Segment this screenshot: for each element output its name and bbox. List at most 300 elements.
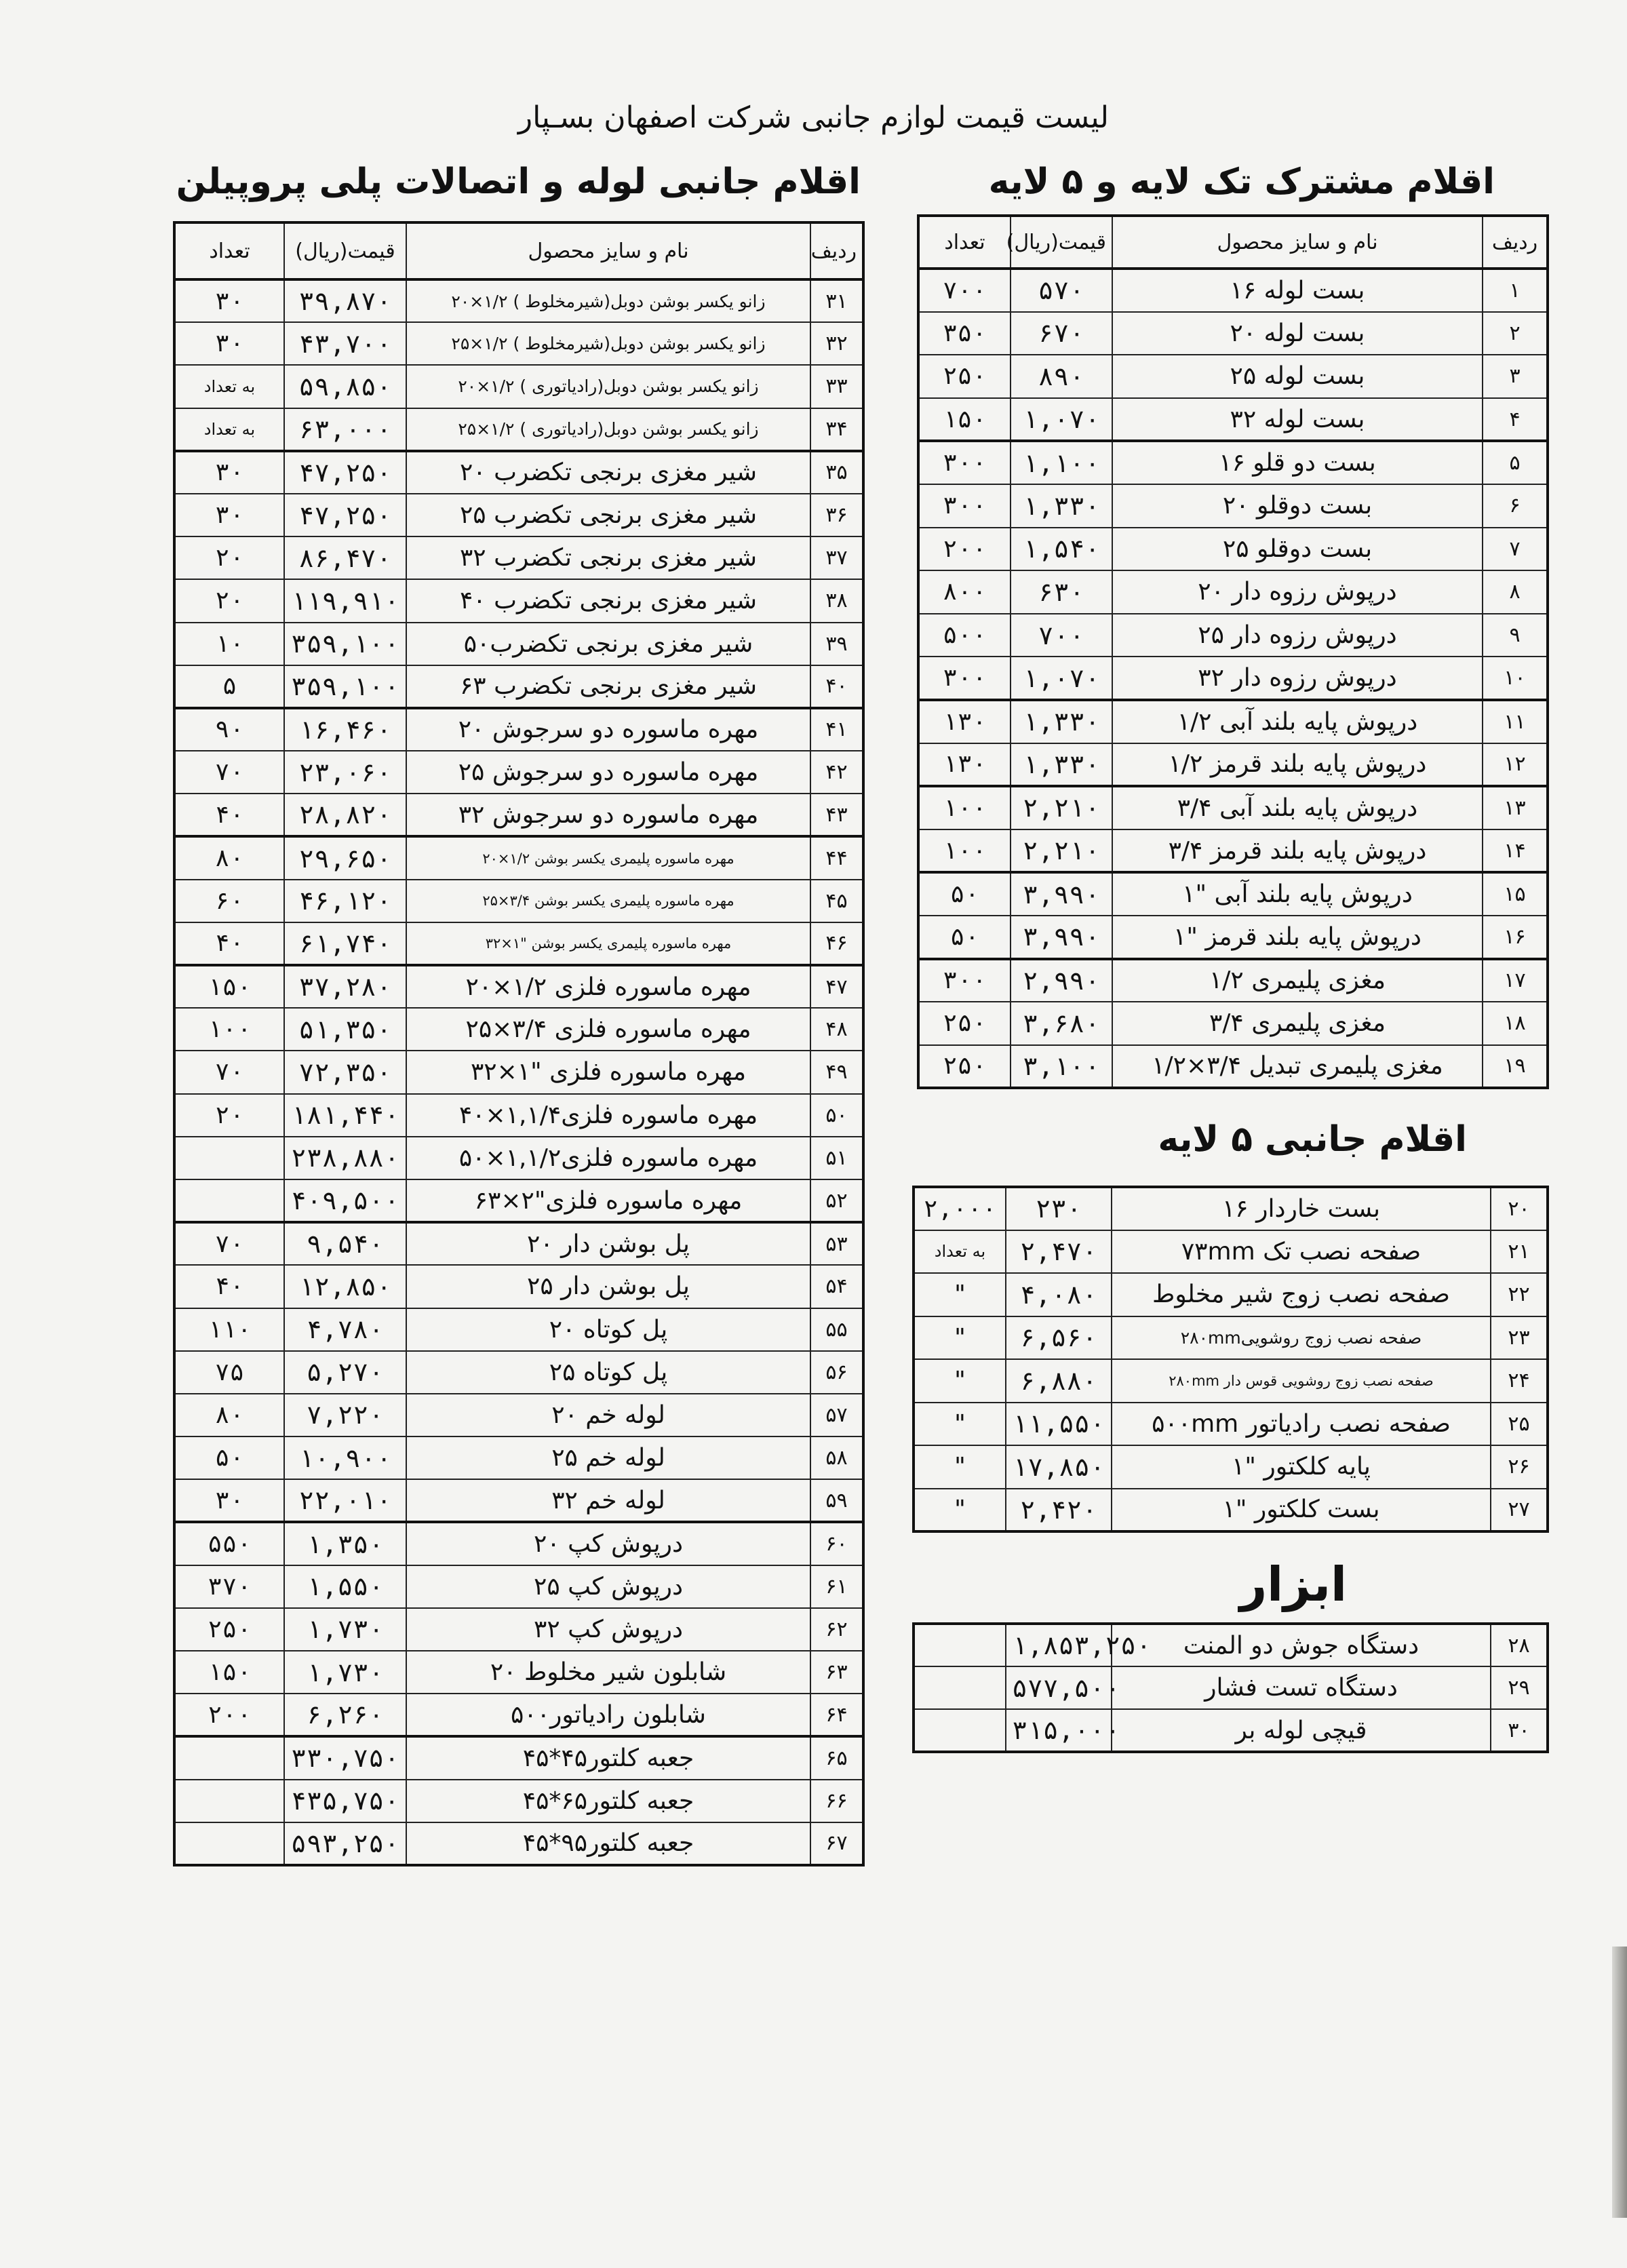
row-number-cell: ۴۹ [810, 1051, 863, 1093]
price-cell: ۱۰,۹۰۰ [284, 1436, 406, 1479]
row-number-cell: ۴۴ [810, 836, 863, 879]
quantity-cell: ۱۳۰ [918, 700, 1011, 743]
quantity-cell: ۱۱۰ [174, 1308, 284, 1351]
row-number-cell: ۱۶ [1483, 916, 1548, 959]
table-row [914, 1316, 1548, 1360]
table-row [174, 1051, 863, 1093]
price-cell: ۲۹,۶۵۰ [284, 836, 406, 879]
product-name-cell: درپوش رزوه دار ۲۵ [1112, 614, 1483, 657]
product-name-cell: شیر مغزی برنجی تکضرب ۶۳ [406, 665, 810, 708]
price-cell: ۸۶,۴۷۰ [284, 536, 406, 579]
table-row [174, 536, 863, 579]
product-name-cell: درپوش پایه بلند آبی "۱ [1112, 872, 1483, 916]
product-name-cell: لوله خم ۲۵ [406, 1436, 810, 1479]
row-number-cell: ۶۶ [810, 1780, 863, 1822]
row-number-cell: ۴ [1483, 398, 1548, 442]
row-number-cell: ۶۰ [810, 1522, 863, 1565]
product-name-cell: درپوش کپ ۲۵ [406, 1565, 810, 1608]
header-product-name: نام و سایز محصول [1112, 216, 1483, 269]
product-name-cell: صفحه نصب زوج روشویی۲۸۰mm [1112, 1316, 1491, 1360]
row-number-cell: ۴۰ [810, 665, 863, 708]
product-name-cell: مهره ماسوره فلزی۱,۱/۲×۵۰ [406, 1137, 810, 1179]
table-row [174, 1822, 863, 1865]
product-name-cell: درپوش پایه بلند قرمز ۳/۴ [1112, 829, 1483, 873]
price-cell: ۱,۳۳۰ [1011, 743, 1112, 787]
quantity-cell: ۵۰ [918, 916, 1011, 959]
table-row [918, 614, 1548, 657]
quantity-cell [914, 1709, 1006, 1752]
price-cell: ۵۱,۳۵۰ [284, 1008, 406, 1051]
quantity-cell: ۳۵۰ [918, 312, 1011, 355]
row-number-cell: ۱۲ [1483, 743, 1548, 787]
quantity-cell: ۳۰ [174, 1479, 284, 1522]
price-cell: ۳۳۰,۷۵۰ [284, 1736, 406, 1779]
quantity-cell: ۲۰ [174, 1094, 284, 1137]
price-cell: ۵۹,۸۵۰ [284, 365, 406, 408]
product-name-cell: صفحه نصب زوج روشویی قوس دار ۲۸۰mm [1112, 1359, 1491, 1403]
quantity-cell: ۳۰۰ [918, 657, 1011, 700]
product-name-cell: درپوش پایه بلند قرمز ۱/۲ [1112, 743, 1483, 787]
table-row [918, 484, 1548, 528]
quantity-cell: ۴۰ [174, 794, 284, 836]
row-number-cell: ۳۷ [810, 536, 863, 579]
product-name-cell: درپوش کپ ۲۰ [406, 1522, 810, 1565]
price-cell: ۶۱,۷۴۰ [284, 922, 406, 965]
quantity-cell: ۸۰۰ [918, 570, 1011, 614]
product-name-cell: شیر مغزی برنجی تکضرب ۴۰ [406, 579, 810, 622]
table-row [174, 1137, 863, 1179]
product-name-cell: مهره ماسوره دو سرجوش ۲۰ [406, 708, 810, 751]
price-cell: ۵۷۷,۵۰۰ [1006, 1666, 1112, 1709]
price-cell: ۳,۹۹۰ [1011, 916, 1112, 959]
quantity-cell [174, 1179, 284, 1222]
price-cell: ۱۸۱,۴۴۰ [284, 1094, 406, 1137]
quantity-cell [914, 1624, 1006, 1666]
quantity-cell: ۵۰ [174, 1436, 284, 1479]
price-cell: ۳,۶۸۰ [1011, 1002, 1112, 1045]
table-row [914, 1359, 1548, 1403]
product-name-cell: مهره ماسوره فلزی ۱/۲×۲۰ [406, 965, 810, 1008]
price-cell: ۱,۷۳۰ [284, 1651, 406, 1694]
row-number-cell: ۲ [1483, 312, 1548, 355]
table-row [174, 794, 863, 836]
table-row [914, 1187, 1548, 1230]
binder-edge [1612, 1947, 1627, 2218]
quantity-cell: ۴۰ [174, 1265, 284, 1308]
price-cell: ۶,۵۶۰ [1006, 1316, 1112, 1360]
quantity-cell: " [914, 1273, 1006, 1316]
header-price: قیمت(ریال) [284, 222, 406, 279]
price-cell: ۲,۲۱۰ [1011, 829, 1112, 873]
product-name-cell: صفحه نصب تک ۷۳mm [1112, 1230, 1491, 1274]
table-row [174, 408, 863, 451]
price-cell: ۶,۸۸۰ [1006, 1359, 1112, 1403]
quantity-cell: به تعداد [174, 408, 284, 451]
row-number-cell: ۳۳ [810, 365, 863, 408]
quantity-cell: ۱۰ [174, 623, 284, 665]
row-number-cell: ۱۴ [1483, 829, 1548, 873]
row-number-cell: ۵۳ [810, 1222, 863, 1265]
row-number-cell: ۶ [1483, 484, 1548, 528]
row-number-cell: ۱۰ [1483, 657, 1548, 700]
header-quantity: تعداد [918, 216, 1011, 269]
quantity-cell: ۷۰۰ [918, 269, 1011, 312]
price-cell: ۲,۴۷۰ [1006, 1230, 1112, 1274]
table-row [914, 1273, 1548, 1316]
product-name-cell: مهره ماسوره دو سرجوش ۳۲ [406, 794, 810, 836]
row-number-cell: ۶۵ [810, 1736, 863, 1779]
price-cell: ۲۳۸,۸۸۰ [284, 1137, 406, 1179]
header-price: قیمت(ریال) [1011, 216, 1112, 269]
row-number-cell: ۳ [1483, 355, 1548, 398]
price-cell: ۳,۹۹۰ [1011, 872, 1112, 916]
quantity-cell: ۲۵۰ [918, 1045, 1011, 1089]
product-name-cell: درپوش رزوه دار ۳۲ [1112, 657, 1483, 700]
table-row [174, 1479, 863, 1522]
product-name-cell: پایه کلکتور "۱ [1112, 1445, 1491, 1489]
product-name-cell: لوله خم ۲۰ [406, 1394, 810, 1436]
row-number-cell: ۹ [1483, 614, 1548, 657]
table-row [174, 1565, 863, 1608]
row-number-cell: ۶۷ [810, 1822, 863, 1865]
table-row [918, 916, 1548, 959]
row-number-cell: ۵۵ [810, 1308, 863, 1351]
table-row [918, 528, 1548, 571]
table-row [174, 836, 863, 879]
table-row [918, 1045, 1548, 1089]
product-name-cell: بست دوقلو ۲۰ [1112, 484, 1483, 528]
row-number-cell: ۱۹ [1483, 1045, 1548, 1089]
quantity-cell: ۵۵۰ [174, 1522, 284, 1565]
product-name-cell: بست لوله ۳۲ [1112, 398, 1483, 442]
product-name-cell: بست خاردار ۱۶ [1112, 1187, 1491, 1230]
quantity-cell: ۷۰ [174, 1222, 284, 1265]
table-row [174, 1308, 863, 1351]
price-cell: ۴۳۵,۷۵۰ [284, 1780, 406, 1822]
row-number-cell: ۱۸ [1483, 1002, 1548, 1045]
quantity-cell: ۱۰۰ [918, 786, 1011, 829]
product-name-cell: بست کلکتور "۱ [1112, 1489, 1491, 1532]
product-name-cell: زانو یکسر بوشن دوبل(رادیاتوری ) ۱/۲×۲۰ [406, 365, 810, 408]
price-cell: ۵۹۳,۲۵۰ [284, 1822, 406, 1865]
price-cell: ۳۷,۲۸۰ [284, 965, 406, 1008]
quantity-cell: ۴۰ [174, 922, 284, 965]
row-number-cell: ۳۲ [810, 322, 863, 365]
row-number-cell: ۴۲ [810, 751, 863, 794]
product-name-cell: بست لوله ۲۰ [1112, 312, 1483, 355]
quantity-cell: ۱۵۰ [918, 398, 1011, 442]
quantity-cell: به تعداد [174, 365, 284, 408]
table-row [174, 708, 863, 751]
quantity-cell: ۳۷۰ [174, 1565, 284, 1608]
product-name-cell: بست دو قلو ۱۶ [1112, 441, 1483, 484]
quantity-cell: ۵ [174, 665, 284, 708]
product-name-cell: جعبه کلتور۴۵*۴۵ [406, 1736, 810, 1779]
product-name-cell: درپوش پایه بلند آبی ۱/۲ [1112, 700, 1483, 743]
price-cell: ۶۷۰ [1011, 312, 1112, 355]
quantity-cell: ۱۳۰ [918, 743, 1011, 787]
section-title-tools: ابزار [1239, 1557, 1347, 1612]
price-cell: ۷۲,۳۵۰ [284, 1051, 406, 1093]
price-cell: ۱۱۹,۹۱۰ [284, 579, 406, 622]
price-cell: ۱,۳۵۰ [284, 1522, 406, 1565]
price-cell: ۷,۲۲۰ [284, 1394, 406, 1436]
row-number-cell: ۲۴ [1491, 1359, 1548, 1403]
row-number-cell: ۲۶ [1491, 1445, 1548, 1489]
row-number-cell: ۱۵ [1483, 872, 1548, 916]
table-row [918, 657, 1548, 700]
product-name-cell: شیر مغزی برنجی تکضرب ۲۰ [406, 451, 810, 494]
quantity-cell: ۲۵۰ [174, 1608, 284, 1651]
price-cell: ۱۲,۸۵۰ [284, 1265, 406, 1308]
price-cell: ۴۰۹,۵۰۰ [284, 1179, 406, 1222]
quantity-cell: ۳۰۰ [918, 959, 1011, 1002]
price-cell: ۱,۵۴۰ [1011, 528, 1112, 571]
price-cell: ۴۶,۱۲۰ [284, 880, 406, 922]
row-number-cell: ۱۱ [1483, 700, 1548, 743]
product-name-cell: زانو یکسر بوشن دوبل(شیرمخلوط ) ۱/۲×۲۵ [406, 322, 810, 365]
table-row [174, 880, 863, 922]
product-name-cell: پل کوتاه ۲۰ [406, 1308, 810, 1351]
product-name-cell: مهره ماسوره فلزی ۳/۴×۲۵ [406, 1008, 810, 1051]
quantity-cell: ۲۰۰ [174, 1694, 284, 1736]
table-row [914, 1666, 1548, 1709]
product-name-cell: دستگاه جوش دو المنت [1112, 1624, 1491, 1666]
price-cell: ۲,۴۲۰ [1006, 1489, 1112, 1532]
table-row [174, 1522, 863, 1565]
quantity-cell: " [914, 1403, 1006, 1446]
row-number-cell: ۶۱ [810, 1565, 863, 1608]
quantity-cell: ۷۵ [174, 1351, 284, 1394]
row-number-cell: ۲۷ [1491, 1489, 1548, 1532]
product-name-cell: شیر مغزی برنجی تکضرب ۳۲ [406, 536, 810, 579]
price-cell: ۲,۹۹۰ [1011, 959, 1112, 1002]
price-cell: ۳۵۹,۱۰۰ [284, 623, 406, 665]
product-name-cell: درپوش کپ ۳۲ [406, 1608, 810, 1651]
row-number-cell: ۲۵ [1491, 1403, 1548, 1446]
table-row [174, 922, 863, 965]
quantity-cell: ۷۰ [174, 1051, 284, 1093]
ppr-items-table [173, 221, 865, 1866]
price-cell: ۳۱۵,۰۰۰ [1006, 1709, 1112, 1752]
table-row [174, 1651, 863, 1694]
quantity-cell: " [914, 1489, 1006, 1532]
quantity-cell: ۲۰ [174, 536, 284, 579]
quantity-cell: ۵۰۰ [918, 614, 1011, 657]
quantity-cell: ۲۰ [174, 579, 284, 622]
price-cell: ۱۷,۸۵۰ [1006, 1445, 1112, 1489]
product-name-cell: بست لوله ۲۵ [1112, 355, 1483, 398]
table-row [918, 570, 1548, 614]
table-row [918, 959, 1548, 1002]
price-cell: ۲۳۰ [1006, 1187, 1112, 1230]
tools-table [912, 1622, 1549, 1753]
quantity-cell: ۳۰ [174, 322, 284, 365]
table-row [174, 1436, 863, 1479]
row-number-cell: ۲۹ [1491, 1666, 1548, 1709]
row-number-cell: ۳۰ [1491, 1709, 1548, 1752]
price-cell: ۲۳,۰۶۰ [284, 751, 406, 794]
price-cell: ۴۳,۷۰۰ [284, 322, 406, 365]
table-row [174, 1736, 863, 1779]
row-number-cell: ۳۸ [810, 579, 863, 622]
price-cell: ۱,۸۵۳,۲۵۰ [1006, 1624, 1112, 1666]
quantity-cell: ۲۵۰ [918, 1002, 1011, 1045]
row-number-cell: ۵۱ [810, 1137, 863, 1179]
quantity-cell: ۸۰ [174, 1394, 284, 1436]
price-cell: ۳۵۹,۱۰۰ [284, 665, 406, 708]
price-cell: ۴,۰۸۰ [1006, 1273, 1112, 1316]
quantity-cell: ۱۰۰ [174, 1008, 284, 1051]
price-cell: ۳۹,۸۷۰ [284, 279, 406, 322]
product-name-cell: شابلون شیر مخلوط ۲۰ [406, 1651, 810, 1694]
row-number-cell: ۵۲ [810, 1179, 863, 1222]
table-row [918, 872, 1548, 916]
price-cell: ۱,۰۷۰ [1011, 657, 1112, 700]
row-number-cell: ۲۲ [1491, 1273, 1548, 1316]
price-cell: ۱,۳۳۰ [1011, 484, 1112, 528]
table-row [914, 1709, 1548, 1752]
header-product-name: نام و سایز محصول [406, 222, 810, 279]
quantity-cell: ۱۰۰ [918, 829, 1011, 873]
table-row [918, 700, 1548, 743]
table-row [174, 1094, 863, 1137]
price-cell: ۱,۳۳۰ [1011, 700, 1112, 743]
product-name-cell: مهره ماسوره پلیمری یکسر بوشن "۱×۳۲ [406, 922, 810, 965]
product-name-cell: شیر مغزی برنجی تکضرب۵۰ [406, 623, 810, 665]
product-name-cell: قیچی لوله بر [1112, 1709, 1491, 1752]
table-row [174, 751, 863, 794]
row-number-cell: ۶۳ [810, 1651, 863, 1694]
product-name-cell: شابلون رادیاتور۵۰۰ [406, 1694, 810, 1736]
product-name-cell: مهره ماسوره پلیمری یکسر بوشن ۱/۲×۲۰ [406, 836, 810, 879]
product-name-cell: لوله خم ۳۲ [406, 1479, 810, 1522]
product-name-cell: جعبه کلتور۶۵*۴۵ [406, 1780, 810, 1822]
row-number-cell: ۳۱ [810, 279, 863, 322]
price-cell: ۲۸,۸۲۰ [284, 794, 406, 836]
price-cell: ۱۶,۴۶۰ [284, 708, 406, 751]
table-row [918, 355, 1548, 398]
row-number-cell: ۲۱ [1491, 1230, 1548, 1274]
product-name-cell: دستگاه تست فشار [1112, 1666, 1491, 1709]
product-name-cell: مغزی پلیمری تبدیل ۳/۴×۱/۲ [1112, 1045, 1483, 1089]
quantity-cell: " [914, 1359, 1006, 1403]
table-row [918, 312, 1548, 355]
quantity-cell: ۳۰ [174, 451, 284, 494]
price-cell: ۴۷,۲۵۰ [284, 451, 406, 494]
quantity-cell: ۳۰۰ [918, 484, 1011, 528]
table-row [174, 1394, 863, 1436]
product-name-cell: مهره ماسوره فلزی۱,۱/۴×۴۰ [406, 1094, 810, 1137]
table-row [914, 1624, 1548, 1666]
row-number-cell: ۵۹ [810, 1479, 863, 1522]
row-number-cell: ۲۸ [1491, 1624, 1548, 1666]
row-number-cell: ۱۳ [1483, 786, 1548, 829]
quantity-cell: " [914, 1316, 1006, 1360]
row-number-cell: ۵۰ [810, 1094, 863, 1137]
header-row-number: ردیف [1483, 216, 1548, 269]
price-cell: ۱,۷۳۰ [284, 1608, 406, 1651]
table-row [914, 1445, 1548, 1489]
quantity-cell [174, 1780, 284, 1822]
product-name-cell: پل بوشن دار ۲۰ [406, 1222, 810, 1265]
quantity-cell: ۵۰ [918, 872, 1011, 916]
quantity-cell: ۹۰ [174, 708, 284, 751]
price-cell: ۵,۲۷۰ [284, 1351, 406, 1394]
quantity-cell: ۳۰ [174, 279, 284, 322]
row-number-cell: ۸ [1483, 570, 1548, 614]
row-number-cell: ۵ [1483, 441, 1548, 484]
row-number-cell: ۷ [1483, 528, 1548, 571]
five-layer-items-table [912, 1186, 1549, 1533]
price-cell: ۳,۱۰۰ [1011, 1045, 1112, 1089]
table-row [174, 965, 863, 1008]
row-number-cell: ۵۶ [810, 1351, 863, 1394]
price-cell: ۷۰۰ [1011, 614, 1112, 657]
row-number-cell: ۴۳ [810, 794, 863, 836]
table-row [174, 1608, 863, 1651]
quantity-cell: ۳۰ [174, 494, 284, 536]
row-number-cell: ۳۵ [810, 451, 863, 494]
table-row [914, 1489, 1548, 1532]
table-row [174, 1351, 863, 1394]
quantity-cell [914, 1666, 1006, 1709]
quantity-cell: ۸۰ [174, 836, 284, 879]
product-name-cell: درپوش پایه بلند آبی ۳/۴ [1112, 786, 1483, 829]
table-row [174, 623, 863, 665]
row-number-cell: ۴۸ [810, 1008, 863, 1051]
row-number-cell: ۶۴ [810, 1694, 863, 1736]
table-row [918, 1002, 1548, 1045]
product-name-cell: زانو یکسر بوشن دوبل(شیرمخلوط ) ۱/۲×۲۰ [406, 279, 810, 322]
price-cell: ۶۳۰ [1011, 570, 1112, 614]
row-number-cell: ۵۸ [810, 1436, 863, 1479]
row-number-cell: ۶۲ [810, 1608, 863, 1651]
table-row [174, 1179, 863, 1222]
table-row [914, 1403, 1548, 1446]
price-cell: ۶,۲۶۰ [284, 1694, 406, 1736]
price-cell: ۹,۵۴۰ [284, 1222, 406, 1265]
product-name-cell: زانو یکسر بوشن دوبل(رادیاتوری ) ۱/۲×۲۵ [406, 408, 810, 451]
price-cell: ۱,۰۷۰ [1011, 398, 1112, 442]
table-row [174, 665, 863, 708]
row-number-cell: ۴۶ [810, 922, 863, 965]
quantity-cell: به تعداد [914, 1230, 1006, 1274]
product-name-cell: پل کوتاه ۲۵ [406, 1351, 810, 1394]
row-number-cell: ۴۷ [810, 965, 863, 1008]
table-row [918, 269, 1548, 312]
product-name-cell: مهره ماسوره فلزی"۲×۶۳ [406, 1179, 810, 1222]
table-row [174, 451, 863, 494]
product-name-cell: درپوش رزوه دار ۲۰ [1112, 570, 1483, 614]
table-row [174, 1694, 863, 1736]
table-row [174, 1265, 863, 1308]
quantity-cell: " [914, 1445, 1006, 1489]
table-row [174, 494, 863, 536]
row-number-cell: ۱ [1483, 269, 1548, 312]
header-quantity: تعداد [174, 222, 284, 279]
quantity-cell: ۷۰ [174, 751, 284, 794]
product-name-cell: مهره ماسوره فلزی "۱×۳۲ [406, 1051, 810, 1093]
product-name-cell: مهره ماسوره دو سرجوش ۲۵ [406, 751, 810, 794]
product-name-cell: پل بوشن دار ۲۵ [406, 1265, 810, 1308]
table-row [174, 579, 863, 622]
header-row-number: ردیف [810, 222, 863, 279]
product-name-cell: درپوش پایه بلند قرمز "۱ [1112, 916, 1483, 959]
product-name-cell: بست لوله ۱۶ [1112, 269, 1483, 312]
price-cell: ۶۳,۰۰۰ [284, 408, 406, 451]
product-name-cell: مهره ماسوره پلیمری یکسر بوشن ۳/۴×۲۵ [406, 880, 810, 922]
